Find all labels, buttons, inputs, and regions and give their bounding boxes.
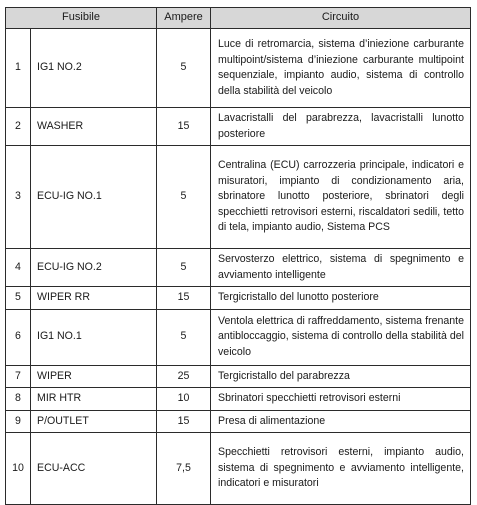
ampere-value: 10 (157, 388, 211, 411)
table-row (6, 146, 471, 249)
row-number: 2 (6, 108, 31, 146)
ampere-value: 5 (157, 146, 211, 249)
ampere-value: 5 (157, 309, 211, 365)
circuit-description: Sbrinatori specchietti retrovisori esterni (211, 388, 471, 411)
fuse-name: MIR HTR (31, 388, 157, 411)
ampere-value: 7,5 (157, 433, 211, 505)
fuse-name: WIPER RR (31, 287, 157, 310)
row-number: 9 (6, 410, 31, 433)
circuit-description: Tergicristallo del lunotto posteriore (211, 287, 471, 310)
circuit-description: Centralina (ECU) carrozzeria principale, indicatori e misuratori, impianto di condizionamento aria, sbrinatore lunotto posteriore, sbrinatori degli specchietti retrovisori esterni, riscaldatori sedili, tetto di tela, impianto audio, Sistema PCS (211, 146, 471, 249)
row-number: 7 (6, 365, 31, 388)
fuse-name: WASHER (31, 108, 157, 146)
fuse-name: IG1 NO.2 (31, 29, 157, 108)
row-number: 6 (6, 309, 31, 365)
circuit-description: Servosterzo elettrico, sistema di spegnimento e avviamento intelligente (211, 249, 471, 287)
table-row (6, 388, 471, 411)
header-ampere: Ampere (157, 8, 211, 29)
header-row (6, 8, 471, 29)
ampere-value: 25 (157, 365, 211, 388)
circuit-description: Tergicristallo del parabrezza (211, 365, 471, 388)
circuit-description: Specchietti retrovisori esterni, impianto audio, sistema di spegnimento e avviamento intelligente, indicatori e misuratori (211, 433, 471, 505)
fuse-name: WIPER (31, 365, 157, 388)
ampere-value: 15 (157, 410, 211, 433)
fuse-name: ECU-ACC (31, 433, 157, 505)
table-row (6, 249, 471, 287)
fuse-name: ECU-IG NO.2 (31, 249, 157, 287)
ampere-value: 5 (157, 249, 211, 287)
table-row (6, 365, 471, 388)
fuse-name: IG1 NO.1 (31, 309, 157, 365)
circuit-description: Presa di alimentazione (211, 410, 471, 433)
row-number: 5 (6, 287, 31, 310)
header-fuse: Fusibile (6, 8, 157, 29)
row-number: 8 (6, 388, 31, 411)
row-number: 1 (6, 29, 31, 108)
ampere-value: 15 (157, 287, 211, 310)
circuit-description: Lavacristalli del parabrezza, lavacristalli lunotto posteriore (211, 108, 471, 146)
table-row (6, 287, 471, 310)
table-row (6, 29, 471, 108)
ampere-value: 15 (157, 108, 211, 146)
fuse-table (5, 7, 471, 505)
circuit-description: Luce di retromarcia, sistema d’iniezione carburante multipoint/sistema d’iniezione carburante multipoint sequenziale, impianto audio, sistema di controllo della stabilità del veicolo (211, 29, 471, 108)
table-row (6, 433, 471, 505)
table-row (6, 108, 471, 146)
table-header (6, 8, 471, 29)
row-number: 3 (6, 146, 31, 249)
row-number: 10 (6, 433, 31, 505)
ampere-value: 5 (157, 29, 211, 108)
fuse-name: P/OUTLET (31, 410, 157, 433)
table-row (6, 410, 471, 433)
header-circuit: Circuito (211, 8, 471, 29)
fuse-name: ECU-IG NO.1 (31, 146, 157, 249)
table-body (6, 29, 471, 505)
circuit-description: Ventola elettrica di raffreddamento, sistema frenante antibloccaggio, sistema di controllo della stabilità del veicolo (211, 309, 471, 365)
table-row (6, 309, 471, 365)
row-number: 4 (6, 249, 31, 287)
